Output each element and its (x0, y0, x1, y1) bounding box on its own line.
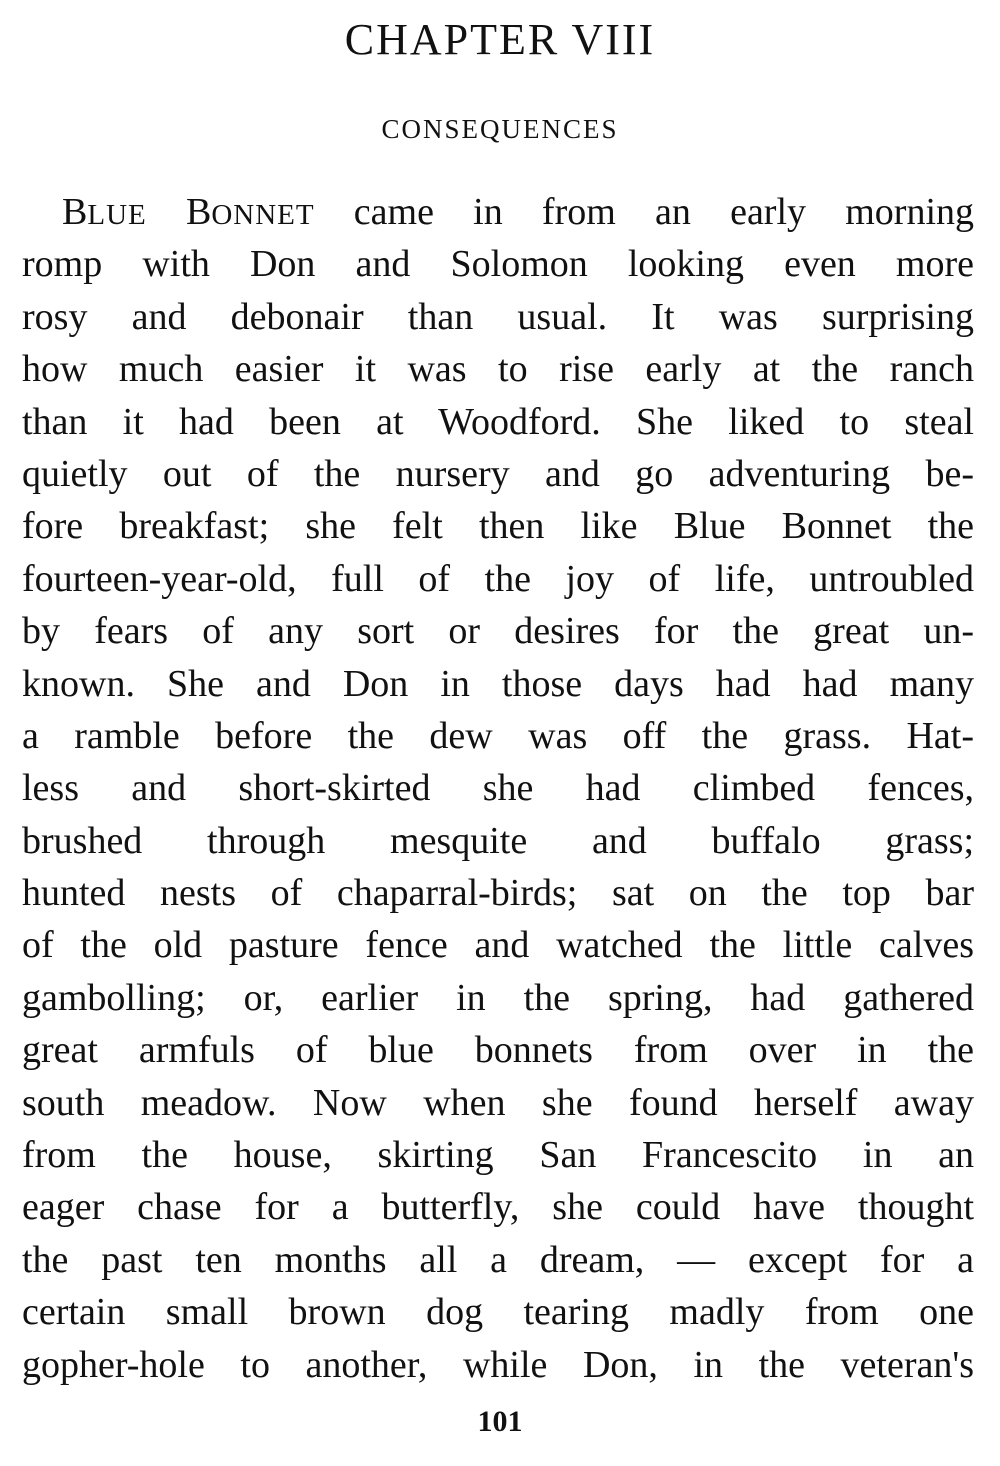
page-number: 101 (477, 1405, 523, 1438)
text-line: romp with Don and Solomon looking even more (22, 243, 974, 286)
text-line: quietly out of the nursery and go adventuring be- (22, 452, 974, 495)
text-line: hunted nests of chaparral-birds; sat on the top bar (22, 872, 974, 915)
text-line: south meadow. Now when she found herself away (22, 1081, 974, 1124)
text-line: fourteen-year-old, full of the joy of life, untroubled (22, 557, 974, 600)
text-line: known. She and Don in those days had had many (22, 662, 974, 705)
body-text (22, 186, 974, 1391)
text-line: rosy and debonair than usual. It was surprising (22, 295, 974, 338)
text-line: by fears of any sort or desires for the great un- (22, 610, 974, 653)
text-line: than it had been at Woodford. She liked to steal (22, 400, 974, 443)
text-line: of the old pasture fence and watched the little calves (22, 924, 974, 967)
text-line: less and short-skirted she had climbed fences, (22, 767, 974, 810)
text-line: gopher-hole to another, while Don, in the veteran's (22, 1343, 974, 1386)
smallcaps-rest: ONNET (211, 199, 315, 231)
text-line: fore breakfast; she felt then like Blue Bonnet the (22, 505, 974, 548)
text-line: gambolling; or, earlier in the spring, had gathered (22, 976, 974, 1019)
chapter-subtitle: CONSEQUENCES (381, 114, 619, 144)
chapter-heading: CHAPTER VIII (344, 15, 656, 64)
text-line: how much easier it was to rise early at the ranch (22, 348, 974, 391)
text-line: certain small brown dog tearing madly from one (22, 1291, 974, 1334)
first-line-text: came in from an early morning (314, 191, 974, 233)
smallcaps-rest: LUE (87, 199, 147, 231)
text-line: from the house, skirting San Francescito in an (22, 1134, 974, 1177)
smallcaps-initial: B (62, 191, 88, 233)
text-line: the past ten months all a dream, — except for a (22, 1238, 974, 1281)
text-line-first (22, 186, 974, 238)
text-line: eager chase for a butterfly, she could have thought (22, 1186, 974, 1229)
smallcaps-initial: B (185, 191, 212, 233)
text-line: brushed through mesquite and buffalo grass; (22, 819, 974, 862)
text-line: a ramble before the dew was off the grass. Hat- (22, 714, 974, 757)
text-line: great armfuls of blue bonnets from over in the (22, 1029, 974, 1072)
